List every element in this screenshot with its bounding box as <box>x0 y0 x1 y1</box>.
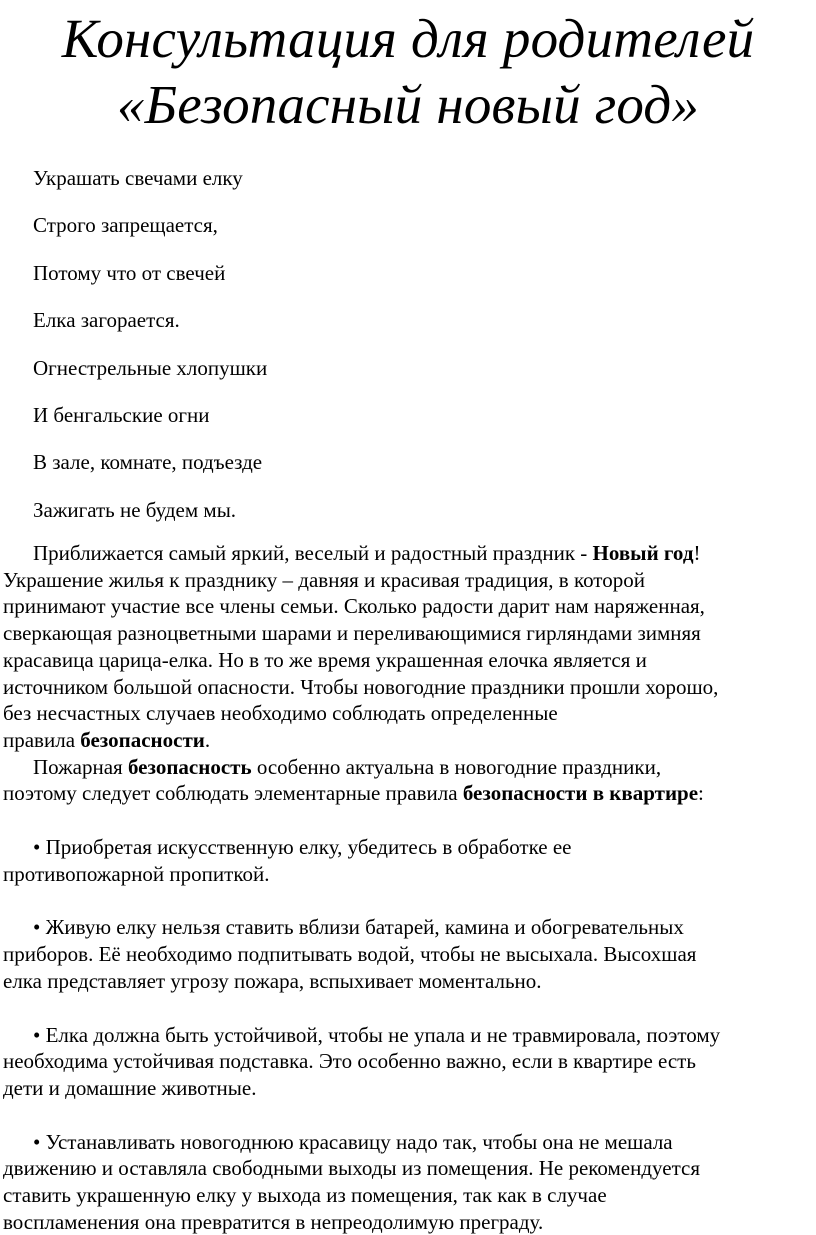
intro-text: без несчастных случаев необходимо соблюдать определенные <box>3 701 558 726</box>
bullet-text: дети и домашние животные. <box>3 1075 257 1100</box>
poem-line: И бенгальские огни <box>33 402 210 427</box>
intro-text: источником большой опасности. Чтобы новогодние праздники прошли хорошо, <box>3 674 719 699</box>
bullet-text: ставить украшенную елку у выхода из помещения, так как в случае <box>3 1183 607 1208</box>
bullet-text: движению и оставляла свободными выходы из помещения. Не рекомендуется <box>3 1156 701 1181</box>
bullet-text: • Живую елку нельзя ставить вблизи батарей, камина и обогревательных <box>33 915 684 940</box>
bullet-text: • Устанавливать новогоднюю красавицу надо так, чтобы она не мешала <box>33 1129 673 1154</box>
poem-line: В зале, комнате, подъезде <box>33 450 263 475</box>
home-safety-bold: безопасности в квартире <box>462 781 699 806</box>
article-body <box>3 540 813 1235</box>
poem-line: Зажигать не будем мы. <box>33 497 237 522</box>
bullet-text: • Елка должна быть устойчивой, чтобы не упала и не травмировала, поэтому <box>33 1022 721 1047</box>
poem-line: Потому что от свечей <box>33 260 226 285</box>
intro-punct: . <box>204 727 211 752</box>
bullet-item <box>3 914 813 994</box>
title-line-1: Консультация для родителей <box>61 8 755 69</box>
fire-text: особенно актуальна в новогодние праздники, <box>251 754 662 779</box>
intro-paragraph <box>3 540 813 754</box>
bullet-text: воспламенения она превратится в непреодолимую преграду. <box>3 1209 544 1234</box>
fire-punct: : <box>698 781 704 806</box>
intro-text: правила <box>3 727 81 752</box>
fire-text: поэтому следует соблюдать элементарные правила <box>3 781 463 806</box>
bullet-item <box>3 1022 813 1102</box>
safety-bold: безопасности <box>80 727 205 752</box>
page-title <box>0 6 816 138</box>
fire-safety-paragraph <box>3 754 813 807</box>
poem-line: Огнестрельные хлопушки <box>33 355 268 380</box>
safety-bold: безопасность <box>127 754 252 779</box>
bullet-text: • Приобретая искусственную елку, убедитесь в обработке ее <box>33 835 572 860</box>
bullet-text: необходима устойчивая подставка. Это особенно важно, если в квартире есть <box>3 1049 696 1074</box>
new-year-bold: Новый год <box>592 541 694 565</box>
title-line-2: «Безопасный новый год» <box>116 74 700 135</box>
poem-line: Строго запрещается, <box>33 213 218 238</box>
intro-text: принимают участие все члены семьи. Сколько радости дарит нам наряженная, <box>3 594 705 619</box>
bullet-item <box>3 834 813 887</box>
bullet-text: елка представляет угрозу пожара, вспыхивает моментально. <box>3 968 542 993</box>
intro-text: Украшение жилья к празднику – давняя и красивая традиция, в которой <box>3 567 645 592</box>
poem-line: Елка загорается. <box>33 308 180 333</box>
bullet-text: противопожарной пропиткой. <box>3 861 270 886</box>
intro-text: сверкающая разноцветными шарами и переливающимися гирляндами зимняя <box>3 621 701 646</box>
bullet-text: приборов. Её необходимо подпитывать водой, чтобы не высыхала. Высохшая <box>3 942 697 967</box>
intro-text: Приближается самый яркий, веселый и радостный праздник - <box>33 541 593 565</box>
bullet-item <box>3 1129 813 1235</box>
poem-line: Украшать свечами елку <box>33 166 243 190</box>
fire-text: Пожарная <box>33 754 128 779</box>
poem <box>33 166 267 545</box>
intro-text: красавица царица-елка. Но в то же время украшенная елочка является и <box>3 647 647 672</box>
intro-punct: ! <box>693 541 701 565</box>
